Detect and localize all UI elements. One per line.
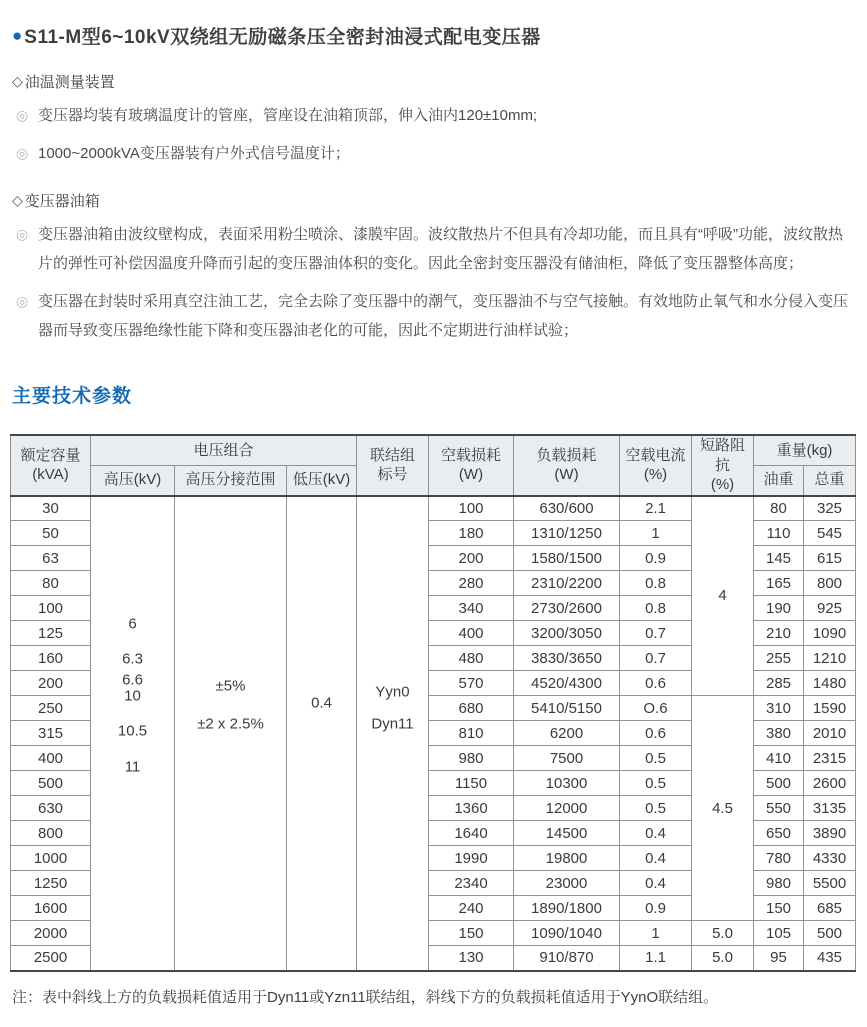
cell-hv-merged (91, 496, 175, 971)
col-header-lv: 低压(kV) (287, 465, 357, 495)
cell-capacity: 80 (11, 571, 91, 596)
cell-total-weight: 435 (804, 946, 856, 971)
cell-load-loss: 10300 (514, 771, 620, 796)
cell-total-weight: 3890 (804, 821, 856, 846)
cell-hv-merged-value: 10 (124, 687, 141, 705)
cell-capacity: 63 (11, 546, 91, 571)
cell-noload-current: 1 (620, 521, 692, 546)
cell-total-weight: 545 (804, 521, 856, 546)
cell-vector-merged-value: Yyn0 (375, 683, 410, 701)
cell-total-weight: 2315 (804, 746, 856, 771)
cell-impedance: 4.5 (692, 696, 754, 921)
col-header-line: (W) (554, 466, 579, 484)
cell-load-loss: 2310/2200 (514, 571, 620, 596)
cell-load-loss: 3830/3650 (514, 646, 620, 671)
section-heading-label: 变压器油箱 (24, 193, 100, 210)
cell-tap-merged-value: ±5% (215, 677, 246, 695)
cell-lv-merged-value: 0.4 (311, 694, 332, 712)
list-item (16, 220, 855, 278)
cell-total-weight: 1210 (804, 646, 856, 671)
circle-bullet-icon: ◎ (16, 293, 29, 309)
title-row (12, 22, 855, 49)
cell-noload-loss: 1150 (429, 771, 514, 796)
cell-load-loss: 630/600 (514, 496, 620, 521)
list-item (16, 139, 855, 168)
cell-oil-weight: 190 (754, 596, 804, 621)
cell-hv-merged-value: 10.5 (117, 722, 148, 740)
cell-tap-merged (175, 496, 287, 971)
cell-oil-weight: 980 (754, 871, 804, 896)
cell-capacity: 1250 (11, 871, 91, 896)
cell-noload-current: 0.4 (620, 821, 692, 846)
cell-capacity: 1600 (11, 896, 91, 921)
cell-oil-weight: 780 (754, 846, 804, 871)
cell-total-weight: 5500 (804, 871, 856, 896)
cell-oil-weight: 285 (754, 671, 804, 696)
cell-load-loss: 1580/1500 (514, 546, 620, 571)
cell-noload-loss: 480 (429, 646, 514, 671)
circle-bullet-icon: ◎ (16, 107, 29, 123)
cell-noload-current: 0.8 (620, 571, 692, 596)
spec-table-body (11, 496, 856, 971)
cell-capacity: 200 (11, 671, 91, 696)
cell-capacity: 160 (11, 646, 91, 671)
cell-vector-merged (357, 496, 429, 971)
cell-capacity: 500 (11, 771, 91, 796)
cell-load-loss: 2730/2600 (514, 596, 620, 621)
cell-capacity: 50 (11, 521, 91, 546)
cell-noload-loss: 680 (429, 696, 514, 721)
cell-load-loss: 4520/4300 (514, 671, 620, 696)
cell-noload-loss: 150 (429, 921, 514, 946)
col-header-line: 空载电流 (625, 446, 686, 464)
cell-total-weight: 685 (804, 896, 856, 921)
cell-noload-current: 1 (620, 921, 692, 946)
diamond-icon: ◇ (12, 192, 23, 208)
cell-noload-loss: 1990 (429, 846, 514, 871)
col-header-noload-current (620, 435, 692, 496)
circle-bullet-icon: ◎ (16, 226, 29, 242)
list-item-text: 变压器油箱由波纹壁构成，表面采用粉尘喷涂、漆膜牢固。波纹散热片不但具有冷却功能，而且具有“呼吸”功能，波纹散热片的弹性可补偿因温度升降而引起的变压器油体积的变化。因此全密封变压器没有储油柜，降低了变压器整体高度； (38, 226, 843, 272)
cell-noload-current: 0.7 (620, 646, 692, 671)
cell-hv-merged-value: 6.3 (122, 650, 143, 668)
cell-noload-current: 0.4 (620, 846, 692, 871)
list-item-text: 1000~2000kVA变压器装有户外式信号温度计； (38, 145, 350, 162)
cell-noload-loss: 200 (429, 546, 514, 571)
cell-noload-current: 0.6 (620, 671, 692, 696)
cell-lv-merged (287, 496, 357, 971)
cell-capacity: 630 (11, 796, 91, 821)
col-header-line: 空载损耗 (440, 446, 501, 464)
col-header-line: (%) (643, 466, 668, 484)
cell-load-loss: 6200 (514, 721, 620, 746)
cell-noload-loss: 130 (429, 946, 514, 971)
col-header-tap-range: 高压分接范围 (175, 465, 287, 495)
circle-bullet-icon: ◎ (16, 145, 29, 161)
cell-noload-loss: 570 (429, 671, 514, 696)
cell-tap-merged-value: ±2 x 2.5% (197, 715, 264, 733)
list-item (16, 287, 855, 345)
cell-noload-current: 0.5 (620, 746, 692, 771)
cell-load-loss: 12000 (514, 796, 620, 821)
cell-noload-current: 0.4 (620, 871, 692, 896)
col-header-line: 负载损耗 (536, 446, 597, 464)
cell-vector-merged-value: Dyn11 (371, 715, 414, 733)
cell-total-weight: 1090 (804, 621, 856, 646)
cell-load-loss: 910/870 (514, 946, 620, 971)
cell-noload-loss: 1640 (429, 821, 514, 846)
cell-noload-loss: 810 (429, 721, 514, 746)
col-header-line: (kVA) (32, 466, 69, 484)
cell-oil-weight: 150 (754, 896, 804, 921)
cell-capacity: 315 (11, 721, 91, 746)
cell-load-loss: 19800 (514, 846, 620, 871)
col-header-line: 短路阻抗 (699, 437, 745, 474)
cell-impedance: 4 (692, 496, 754, 696)
cell-load-loss: 1890/1800 (514, 896, 620, 921)
tech-params-heading: 主要技术参数 (12, 386, 133, 407)
cell-capacity: 1000 (11, 846, 91, 871)
cell-total-weight: 615 (804, 546, 856, 571)
col-header-oil-weight: 油重 (754, 465, 804, 495)
list-item-text: 变压器均装有玻璃温度计的管座，管座设在油箱顶部，伸入油内120±10mm; (38, 107, 538, 124)
header-row-1 (11, 435, 856, 465)
cell-load-loss: 14500 (514, 821, 620, 846)
col-header-hv: 高压(kV) (91, 465, 175, 495)
cell-oil-weight: 380 (754, 721, 804, 746)
section-heading-tank (12, 190, 855, 211)
cell-oil-weight: 110 (754, 521, 804, 546)
cell-total-weight: 925 (804, 596, 856, 621)
cell-load-loss: 3200/3050 (514, 621, 620, 646)
cell-oil-weight: 410 (754, 746, 804, 771)
col-header-line: 联结组 (369, 446, 415, 464)
cell-noload-current: 0.9 (620, 896, 692, 921)
cell-noload-loss: 340 (429, 596, 514, 621)
cell-oil-weight: 255 (754, 646, 804, 671)
cell-oil-weight: 650 (754, 821, 804, 846)
cell-total-weight: 2010 (804, 721, 856, 746)
cell-oil-weight: 165 (754, 571, 804, 596)
cell-noload-loss: 100 (429, 496, 514, 521)
cell-noload-current: 0.5 (620, 796, 692, 821)
col-header-total-weight: 总重 (804, 465, 856, 495)
cell-hv-merged-value: 11 (124, 758, 141, 776)
list-item (16, 101, 855, 130)
cell-capacity: 100 (11, 596, 91, 621)
cell-load-loss: 7500 (514, 746, 620, 771)
cell-oil-weight: 80 (754, 496, 804, 521)
cell-noload-loss: 2340 (429, 871, 514, 896)
cell-noload-current: 2.1 (620, 496, 692, 521)
cell-oil-weight: 95 (754, 946, 804, 971)
cell-capacity: 30 (11, 496, 91, 521)
cell-load-loss: 23000 (514, 871, 620, 896)
cell-capacity: 800 (11, 821, 91, 846)
col-header-line: 标号 (377, 466, 408, 484)
cell-impedance: 5.0 (692, 946, 754, 971)
cell-total-weight: 500 (804, 921, 856, 946)
diamond-icon: ◇ (12, 73, 23, 89)
cell-noload-loss: 280 (429, 571, 514, 596)
col-header-load-loss (514, 435, 620, 496)
cell-total-weight: 2600 (804, 771, 856, 796)
spec-table-header (11, 435, 856, 496)
section-heading-label: 油温测量装置 (24, 74, 115, 91)
cell-oil-weight: 145 (754, 546, 804, 571)
cell-impedance: 5.0 (692, 921, 754, 946)
col-header-capacity (11, 435, 91, 496)
cell-load-loss: 1310/1250 (514, 521, 620, 546)
cell-noload-loss: 400 (429, 621, 514, 646)
col-header-voltage-group: 电压组合 (91, 435, 357, 465)
cell-noload-current: 0.9 (620, 546, 692, 571)
cell-noload-current: 0.8 (620, 596, 692, 621)
cell-noload-current: 0.7 (620, 621, 692, 646)
page-title: S11-M型6~10kV双绕组无励磁条压全密封油浸式配电变压器 (24, 27, 541, 48)
cell-total-weight: 3135 (804, 796, 856, 821)
col-header-weight: 重量(kg) (754, 435, 856, 465)
cell-capacity: 2500 (11, 946, 91, 971)
cell-hv-merged-value: 6 (128, 615, 137, 633)
col-header-impedance (692, 435, 754, 496)
cell-oil-weight: 105 (754, 921, 804, 946)
section-heading-oil-temp (12, 71, 855, 92)
cell-oil-weight: 310 (754, 696, 804, 721)
cell-oil-weight: 210 (754, 621, 804, 646)
cell-capacity: 250 (11, 696, 91, 721)
cell-total-weight: 325 (804, 496, 856, 521)
cell-noload-loss: 980 (429, 746, 514, 771)
cell-hv-merged-value: 6.6 (122, 671, 143, 689)
cell-capacity: 400 (11, 746, 91, 771)
spec-table (10, 434, 856, 972)
title-bullet-icon: ● (12, 26, 23, 45)
col-header-line: 额定容量 (20, 446, 81, 464)
cell-noload-current: O.6 (620, 696, 692, 721)
table-row (11, 496, 856, 521)
cell-total-weight: 800 (804, 571, 856, 596)
cell-oil-weight: 500 (754, 771, 804, 796)
cell-noload-loss: 180 (429, 521, 514, 546)
cell-capacity: 2000 (11, 921, 91, 946)
col-header-vector-group (357, 435, 429, 496)
col-header-line: (%) (710, 476, 735, 493)
col-header-noload-loss (429, 435, 514, 496)
cell-capacity: 125 (11, 621, 91, 646)
cell-noload-loss: 240 (429, 896, 514, 921)
cell-noload-current: 0.6 (620, 721, 692, 746)
cell-load-loss: 1090/1040 (514, 921, 620, 946)
col-header-line: (W) (458, 466, 484, 484)
cell-total-weight: 1590 (804, 696, 856, 721)
cell-load-loss: 5410/5150 (514, 696, 620, 721)
cell-total-weight: 4330 (804, 846, 856, 871)
list-item-text: 变压器在封装时采用真空注油工艺，完全去除了变压器中的潮气，变压器油不与空气接触。有效地防止氧气和水分侵入变压器而导致变压器绝缘性能下降和变压器油老化的可能，因此不定期进行油样试验； (38, 293, 849, 339)
table-note: 注：表中斜线上方的负载损耗值适用于Dyn11或Yzn11联结组，斜线下方的负载损耗值适用于YynO联结组。 (12, 988, 719, 1006)
cell-noload-current: 1.1 (620, 946, 692, 971)
cell-noload-loss: 1360 (429, 796, 514, 821)
cell-oil-weight: 550 (754, 796, 804, 821)
cell-total-weight: 1480 (804, 671, 856, 696)
cell-noload-current: 0.5 (620, 771, 692, 796)
